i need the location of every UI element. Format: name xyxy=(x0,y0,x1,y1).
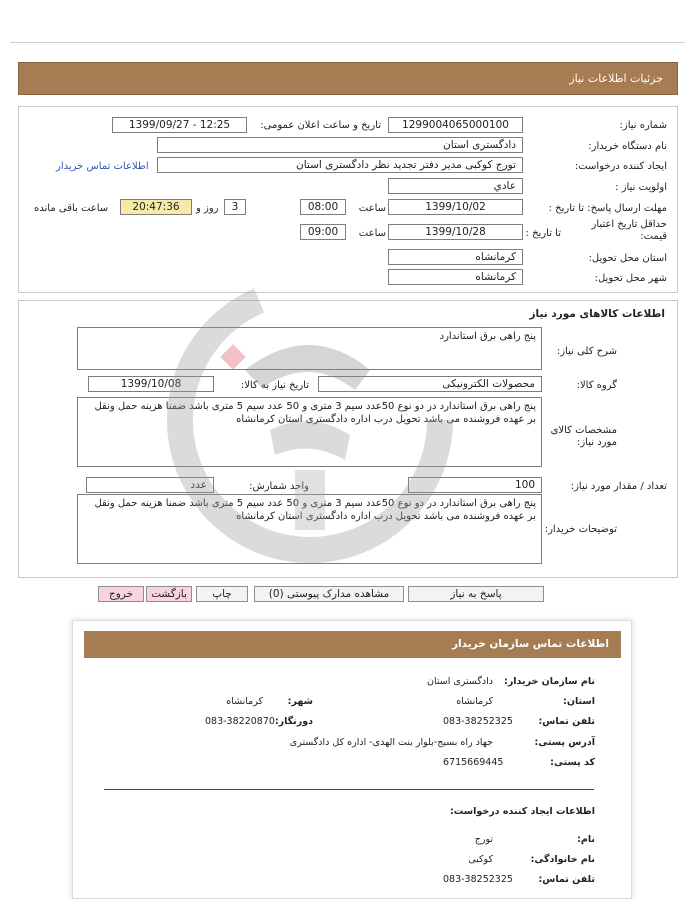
creator-section-title: اطلاعات ایجاد کننده درخواست: xyxy=(449,806,595,817)
days-label: روز و xyxy=(196,203,219,214)
contact-header xyxy=(84,631,621,658)
validity-date-field: 1399/10/28 xyxy=(388,224,523,240)
contact-title: اطلاعات تماس سازمان خریدار xyxy=(452,638,609,650)
print-button[interactable]: چاپ xyxy=(196,586,248,602)
buyer-desc-field: پنج راهی برق استاندارد در دو نوع 50عدد سیم 3 متری و 50 عدد سیم 5 متری باشد ضمنا هزینه حمل ونقل بر عهده فروشنده می باشد تحویل درب اداره دادگستری استان کرمانشاه xyxy=(77,494,542,564)
page-title: جزئیات اطلاعات نیاز xyxy=(569,72,663,85)
contact-city-value: کرمانشاه xyxy=(226,696,263,707)
priority-field: عادي xyxy=(388,178,523,194)
qty-label: تعداد / مقدار مورد نیاز: xyxy=(570,481,667,492)
contact-postal-value: 6715669445 xyxy=(443,757,504,768)
announce-field: 1399/09/27 - 12:25 xyxy=(112,117,247,133)
announce-label: تاریخ و ساعت اعلان عمومی: xyxy=(260,120,381,131)
contact-fax-value: 083-38220870 xyxy=(205,716,275,727)
contact-province-value: کرمانشاه xyxy=(456,696,493,707)
need-number-field: 1299004065000100 xyxy=(388,117,523,133)
contact-org-label: نام سازمان خریدار: xyxy=(504,676,595,687)
summary-field: پنج راهی برق استاندارد xyxy=(77,327,542,370)
creator-name-label: نام: xyxy=(577,834,595,845)
contact-fax-label: دورنگار: xyxy=(274,716,313,727)
contact-city-label: شهر: xyxy=(287,696,313,707)
validity-time-label: ساعت xyxy=(358,228,386,239)
back-button[interactable]: بازگشت xyxy=(146,586,192,602)
contact-province-label: استان: xyxy=(563,696,595,707)
contact-phone-value: 083-38252325 xyxy=(443,716,513,727)
contact-address-label: آدرس پستی: xyxy=(534,737,595,748)
exit-button[interactable]: خروج xyxy=(98,586,144,602)
reply-button[interactable]: پاسخ به نیاز xyxy=(408,586,544,602)
creator-family-value: کوکبی xyxy=(468,854,493,865)
deadline-label: مهلت ارسال پاسخ: تا تاریخ : xyxy=(548,203,667,214)
unit-label: واحد شمارش: xyxy=(249,481,309,492)
province-field: کرمانشاه xyxy=(388,249,523,265)
contact-postal-label: کد پستی: xyxy=(550,757,595,768)
deadline-time-field: 08:00 xyxy=(300,199,346,215)
remaining-label: ساعت باقی مانده xyxy=(34,203,109,214)
need-date-label: تاریخ نیاز به کالا: xyxy=(240,380,309,391)
page-header xyxy=(18,62,678,95)
priority-label: اولویت نیاز : xyxy=(615,182,667,193)
creator-family-label: نام خانوادگی: xyxy=(530,854,595,865)
days-field: 3 xyxy=(224,199,246,215)
unit-field: عدد xyxy=(86,477,214,493)
need-number-label: شماره نیاز: xyxy=(619,120,667,131)
validity-label: حداقل تاریخ اعتبار قیمت: xyxy=(591,219,667,242)
deadline-time-label: ساعت xyxy=(358,203,386,214)
buyer-contact-link[interactable]: اطلاعات تماس خریدار xyxy=(56,161,149,172)
qty-field: 100 xyxy=(408,477,542,493)
buyer-org-label: نام دستگاه خریدار: xyxy=(588,141,667,152)
province-label: استان محل تحویل: xyxy=(588,253,667,264)
spec-label: مشخصات کالای مورد نیاز: xyxy=(550,425,617,448)
contact-divider xyxy=(104,789,594,790)
city-label: شهر محل تحویل: xyxy=(594,273,667,284)
group-label: گروه کالا: xyxy=(576,380,617,391)
buyer-desc-label: توضیحات خریدار: xyxy=(544,524,617,535)
creator-phone-value: 083-38252325 xyxy=(443,874,513,885)
validity-time-field: 09:00 xyxy=(300,224,346,240)
contact-address-value: جهاد راه بسیج-بلوار بنت الهدی- اداره کل دادگستری xyxy=(289,737,493,748)
need-info-panel xyxy=(18,106,678,293)
creator-label: ایجاد کننده درخواست: xyxy=(574,161,667,172)
top-divider xyxy=(10,42,685,43)
need-date-field: 1399/10/08 xyxy=(88,376,214,392)
group-field: محصولات الکترونیکی xyxy=(318,376,542,392)
summary-label: شرح کلی نیاز: xyxy=(556,346,617,357)
contact-phone-label: تلفن تماس: xyxy=(538,716,595,727)
creator-field: تورج کوکبی مدیر دفتر تجدید نظر دادگستری استان xyxy=(157,157,523,173)
spec-field: پنج راهی برق استاندارد در دو نوع 50عدد سیم 3 متری و 50 عدد سیم 5 متری باشد ضمنا هزینه حمل ونقل بر عهده فروشنده می باشد تحویل درب اداره دادگستری استان کرمانشاه xyxy=(77,397,542,467)
goods-title: اطلاعات کالاهای مورد نیاز xyxy=(529,308,665,320)
city-field: کرمانشاه xyxy=(388,269,523,285)
buyer-org-field: دادگستری استان xyxy=(157,137,523,153)
validity-to-label: تا تاریخ : xyxy=(525,228,561,239)
contact-org-value: دادگستری استان xyxy=(427,676,493,687)
creator-phone-label: تلفن تماس: xyxy=(538,874,595,885)
remaining-time-field: 20:47:36 xyxy=(120,199,192,215)
attachments-button[interactable]: مشاهده مدارک پیوستی (0) xyxy=(254,586,404,602)
creator-name-value: تورج xyxy=(474,834,493,845)
deadline-date-field: 1399/10/02 xyxy=(388,199,523,215)
